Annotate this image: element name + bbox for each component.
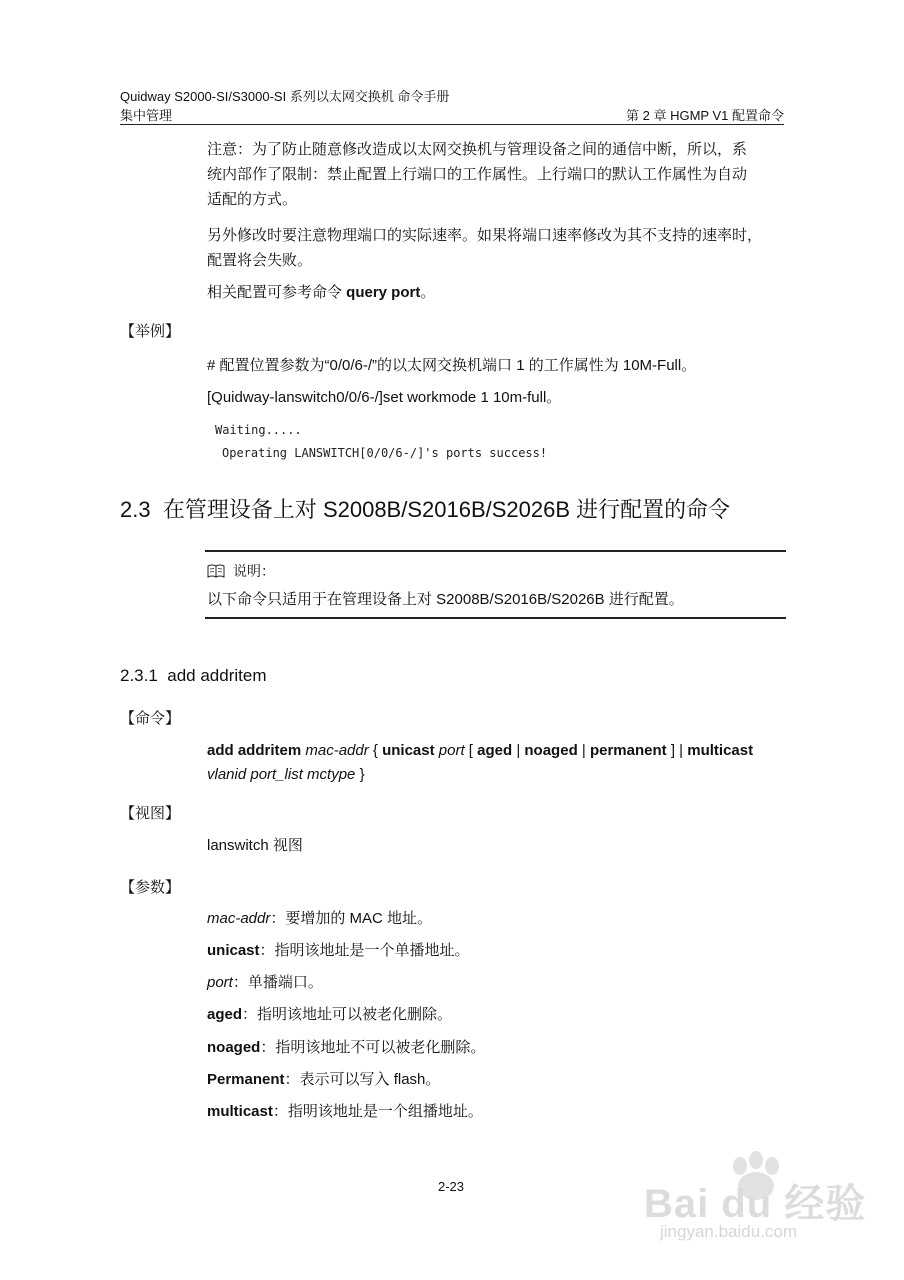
- kw-unicast: unicast: [382, 742, 435, 759]
- arg-port: port: [438, 742, 465, 759]
- note-line-3: 适配的方式。: [207, 191, 298, 208]
- kw-aged: aged: [477, 742, 513, 759]
- cmd-name: add addritem: [207, 742, 302, 759]
- book-icon: [207, 564, 225, 581]
- arg-mac-addr: mac-addr: [305, 742, 369, 759]
- command-label: 【命令】: [120, 710, 181, 727]
- command-syntax-line-2: [207, 764, 365, 786]
- note-top-rule: [205, 550, 786, 552]
- param-item: [207, 1069, 440, 1091]
- args-vlanid-portlist-mctype: vlanid port_list mctype: [207, 766, 356, 783]
- header-rule: [120, 124, 784, 125]
- param-term: multicast: [207, 1103, 273, 1120]
- sep-1: |: [512, 742, 525, 759]
- related-command: query port: [346, 284, 421, 301]
- bracket-close: ] |: [666, 742, 688, 759]
- brace-close: }: [355, 766, 365, 783]
- subsection-heading: [120, 666, 267, 686]
- note-header: [207, 561, 275, 581]
- example-label: 【举例】: [120, 323, 181, 340]
- note-line-2: 统内部作了限制：禁止配置上行端口的工作属性。上行端口的默认工作属性为自动: [207, 166, 748, 183]
- watermark-logo-text: Bai du 经验: [644, 1182, 867, 1226]
- kw-multicast: multicast: [687, 742, 754, 759]
- example-comment: # 配置位置参数为“0/0/6-/”的以太网交换机端口 1 的工作属性为 10M-Full。: [207, 357, 697, 374]
- related-config: [207, 282, 435, 304]
- sep-2: |: [577, 742, 590, 759]
- param-item: [207, 1037, 485, 1059]
- param-term: unicast: [207, 942, 260, 959]
- param-desc: ：表示可以写入 flash。: [284, 1071, 441, 1088]
- brace-open: {: [368, 742, 383, 759]
- bracket-open: [: [464, 742, 478, 759]
- rate-line-1: 另外修改时要注意物理端口的实际速率。如果将端口速率修改为其不支持的速率时，: [207, 227, 763, 244]
- example-command: [Quidway-lanswitch0/0/6-/]set workmode 1 10m-full。: [207, 389, 562, 406]
- header-chapter: 第 2 章 HGMP V1 配置命令: [626, 108, 784, 123]
- param-item: [207, 1004, 452, 1026]
- param-desc: ：要增加的 MAC 地址。: [270, 910, 433, 927]
- note-bottom-rule: [205, 617, 786, 619]
- param-term: noaged: [207, 1039, 261, 1056]
- page-number: 2-23: [438, 1179, 465, 1194]
- param-term: aged: [207, 1006, 243, 1023]
- kw-noaged: noaged: [524, 742, 578, 759]
- header-title: Quidway S2000-SI/S3000-SI 系列以太网交换机 命令手册: [120, 89, 450, 104]
- header-section: 集中管理: [120, 108, 173, 123]
- watermark-url: jingyan.baidu.com: [660, 1222, 798, 1241]
- param-term: port: [207, 974, 233, 991]
- param-term: Permanent: [207, 1071, 285, 1088]
- param-term: mac-addr: [207, 910, 271, 927]
- param-desc: ：指明该地址是一个组播地址。: [272, 1103, 483, 1120]
- kw-permanent: permanent: [589, 742, 667, 759]
- subsection-title: add addritem: [167, 666, 267, 685]
- related-suffix: 。: [420, 284, 436, 301]
- param-desc: ：指明该地址可以被老化删除。: [242, 1006, 453, 1023]
- param-item: [207, 908, 432, 930]
- subsection-number: 2.3.1: [120, 666, 158, 685]
- section-heading: [120, 493, 730, 524]
- section-title: 在管理设备上对 S2008B/S2016B/S2026B 进行配置的命令: [162, 497, 731, 522]
- params-label: 【参数】: [120, 879, 181, 896]
- param-desc: ：指明该地址不可以被老化删除。: [260, 1039, 486, 1056]
- param-item: [207, 972, 323, 994]
- note-line-1: 注意：为了防止随意修改造成以太网交换机与管理设备之间的通信中断，所以，系: [207, 141, 748, 158]
- note-text: 以下命令只适用于在管理设备上对 S2008B/S2016B/S2026B 进行配置。: [207, 591, 684, 608]
- param-item: [207, 1101, 483, 1123]
- view-text: lanswitch 视图: [207, 837, 303, 854]
- example-output-1: Waiting.....: [215, 423, 302, 437]
- view-label: 【视图】: [120, 805, 181, 822]
- param-desc: ：指明该地址是一个单播地址。: [259, 942, 470, 959]
- rate-line-2: 配置将会失败。: [207, 252, 313, 269]
- section-number: 2.3: [120, 497, 151, 522]
- baidu-watermark: [640, 1150, 870, 1250]
- note-label: 说明：: [233, 563, 275, 579]
- param-item: [207, 940, 470, 962]
- param-desc: ：单播端口。: [232, 974, 323, 991]
- command-syntax-line-1: [207, 740, 753, 762]
- example-output-2: Operating LANSWITCH[0/0/6-/]'s ports success!: [222, 446, 548, 460]
- related-prefix: 相关配置可参考命令: [207, 284, 347, 301]
